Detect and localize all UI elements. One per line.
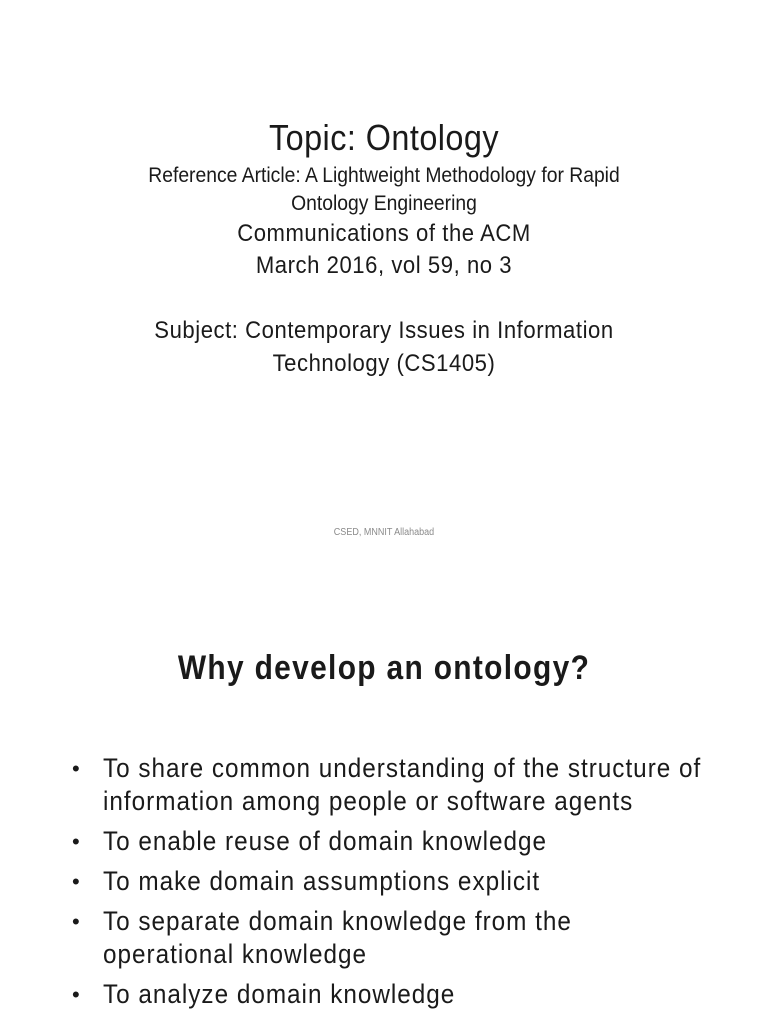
- bullet-text: To share common understanding of the structure of information among people or software agents: [103, 753, 702, 816]
- journal-issue: March 2016, vol 59, no 3: [255, 252, 513, 279]
- bullet-text: To make domain assumptions explicit: [103, 866, 541, 896]
- list-item: [72, 825, 712, 858]
- bullet-text: To enable reuse of domain knowledge: [103, 826, 547, 856]
- subject-line: Subject: Contemporary Issues in Information Technology (CS1405): [154, 317, 614, 377]
- slide-title: Topic: Ontology: [268, 117, 500, 158]
- bullet-icon: •: [72, 869, 81, 894]
- bullet-icon: •: [72, 829, 81, 854]
- journal-name: Communications of the ACM: [237, 220, 531, 247]
- bullet-text: To analyze domain knowledge: [103, 979, 456, 1009]
- bullet-text: To separate domain knowledge from the operational knowledge: [103, 906, 572, 969]
- slide-heading: Why develop an ontology?: [177, 649, 591, 687]
- slide-footer: CSED, MNNIT Allahabad: [333, 527, 435, 538]
- bullet-icon: •: [72, 982, 81, 1007]
- reference-article: Reference Article: A Lightweight Methodology for Rapid Ontology Engineering: [148, 164, 620, 215]
- list-item: [72, 865, 712, 898]
- slide-why-ontology: [0, 560, 768, 1024]
- bullet-icon: •: [72, 909, 81, 934]
- list-item: [72, 978, 712, 1011]
- bullet-list: [72, 752, 712, 1018]
- bullet-icon: •: [72, 756, 81, 781]
- list-item: [72, 905, 712, 971]
- list-item: [72, 752, 712, 818]
